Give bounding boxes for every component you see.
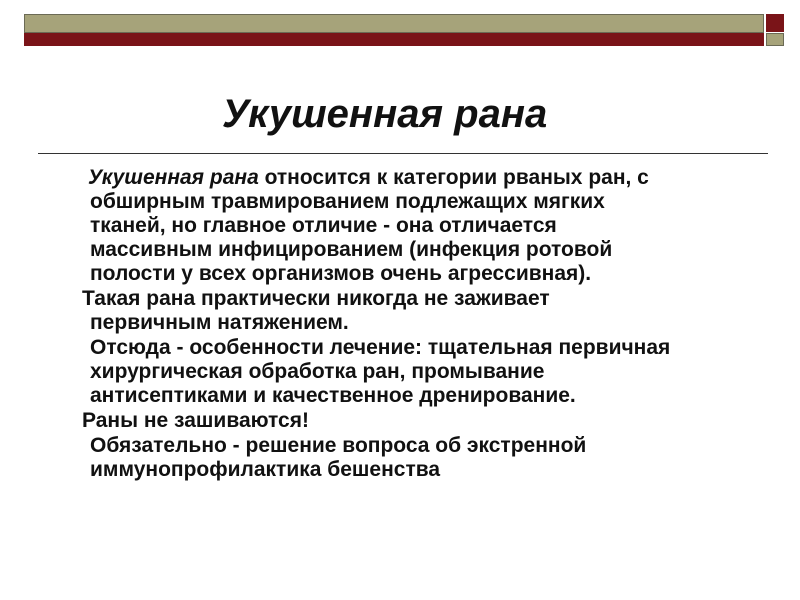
paragraph-4-line-1: Раны не зашиваются! (82, 409, 309, 432)
title-divider (38, 153, 768, 154)
paragraph-1-line-2: обширным травмированием подлежащих мягких (90, 190, 605, 213)
paragraph-2-line-2: первичным натяжением. (90, 311, 349, 334)
lead-rest: относится к категории рваных ран, с (258, 166, 649, 189)
paragraph-5-line-2: иммунопрофилактика бешенства (90, 458, 441, 481)
paragraph-3-line-1: Отсюда - особенности лечение: тщательная первичная (90, 336, 671, 359)
paragraph-1-line-1 (88, 166, 649, 190)
paragraph-3-line-3: антисептиками и качественное дренирование. (90, 384, 576, 407)
header-band-olive (24, 14, 764, 33)
header-band-maroon (24, 33, 764, 46)
corner-square-maroon (766, 14, 784, 32)
paragraph-3-line-2: хирургическая обработка ран, промывание (90, 360, 545, 383)
slide-title: Укушенная рана (222, 92, 548, 136)
paragraph-1-line-4: массивным инфицированием (инфекция ротовой (90, 238, 613, 261)
lead-term: Укушенная рана (88, 166, 259, 189)
corner-square-olive (766, 33, 784, 46)
paragraph-5-line-1: Обязательно - решение вопроса об экстренной (90, 434, 587, 457)
paragraph-1-line-3: тканей, но главное отличие - она отличается (90, 214, 557, 237)
paragraph-1-line-5: полости у всех организмов очень агрессивная). (90, 262, 592, 285)
paragraph-2-line-1: Такая рана практически никогда не заживает (82, 287, 550, 310)
